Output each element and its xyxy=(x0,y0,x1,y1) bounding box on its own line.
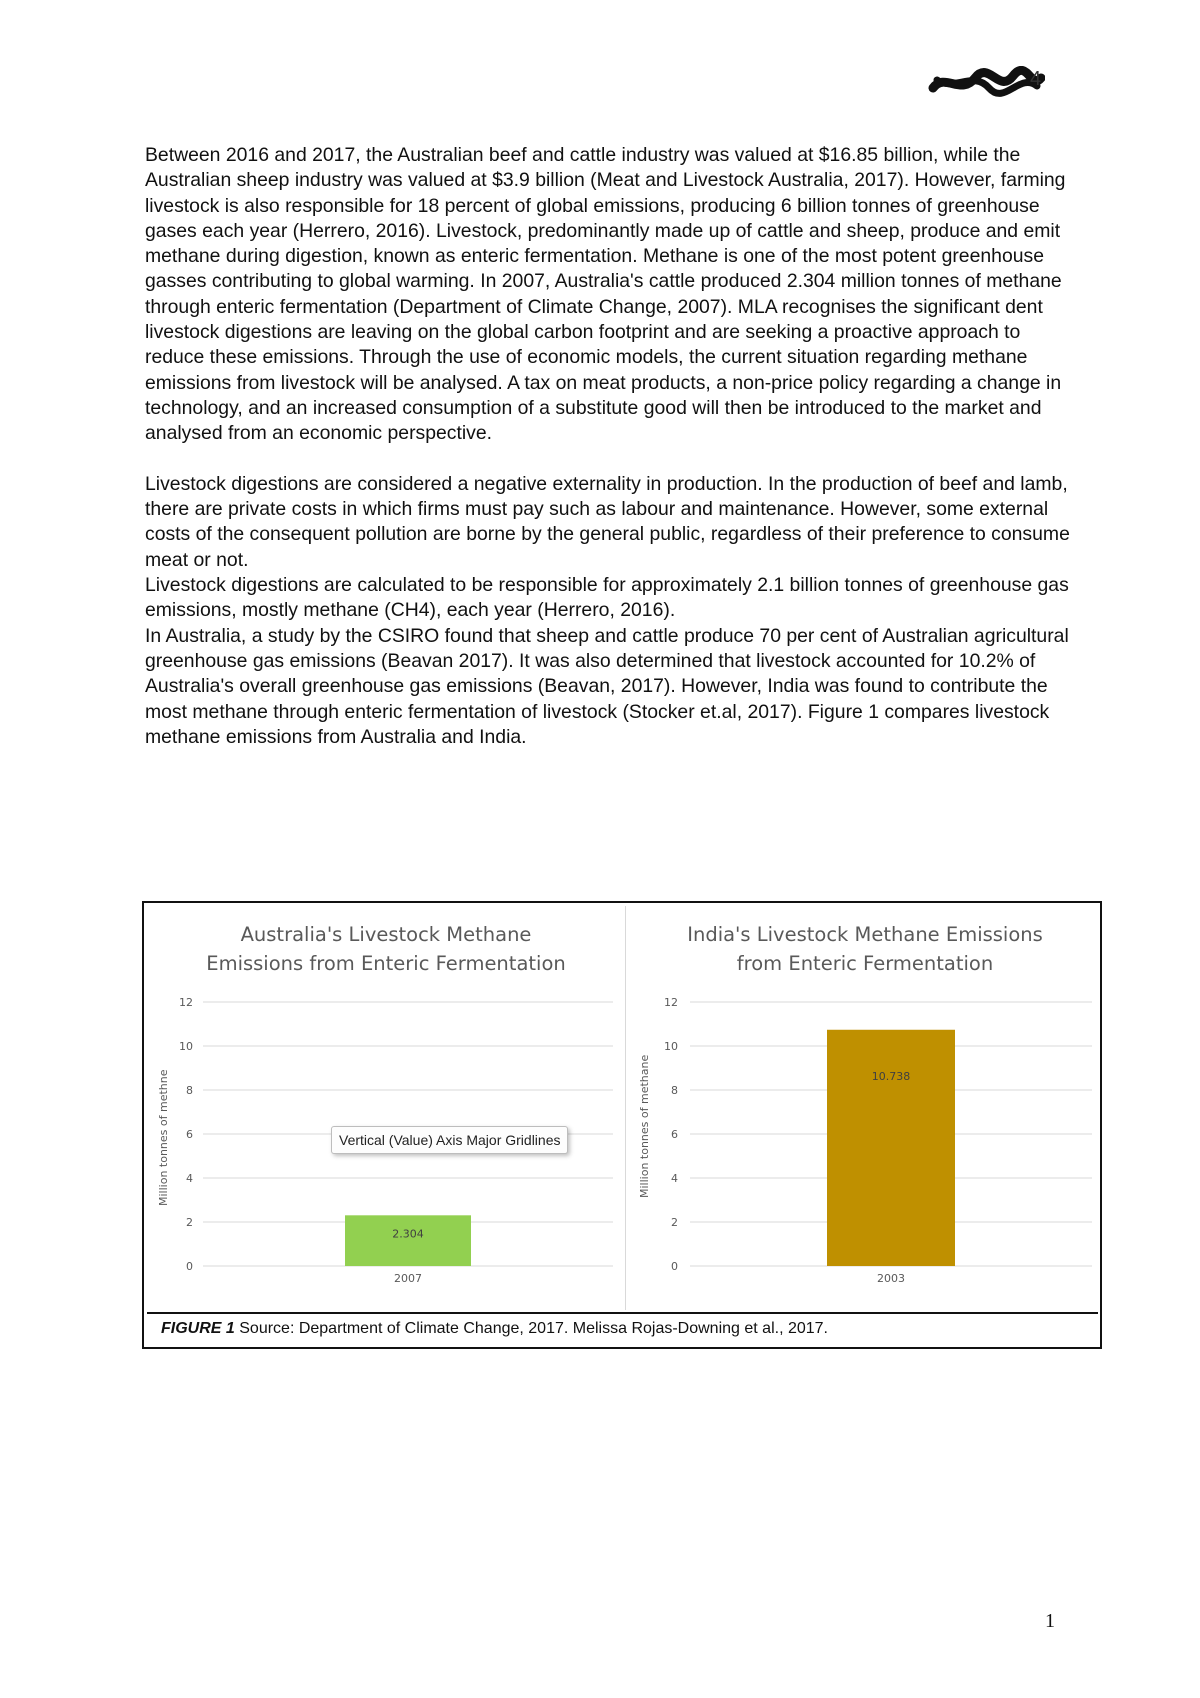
figure-caption-label: FIGURE 1 xyxy=(161,1320,235,1337)
india-y-tick-label: 0 xyxy=(671,1260,678,1273)
australia-y-tick-label: 8 xyxy=(186,1084,193,1097)
paragraph-global-emissions: Livestock digestions are calculated to be responsible for approximately 2.1 billion tonnes of greenhouse gas emissions, mostly methane (CH4), each year (Herrero, 2016). xyxy=(145,574,1069,622)
australia-y-tick-label: 12 xyxy=(179,996,193,1009)
paragraph-intro: Between 2016 and 2017, the Australian beef and cattle industry was valued at $16.85 billion, while the Australian sheep industry was valued at $3.9 billion (Meat and Livestock Australia, 2017). However, farming livestock is also responsible for 18 percent of global emissions, producing 6 billion tonnes of greenhouse gases each year (Herrero, 2016). Livestock, predominantly made up of cattle and sheep, produce and emit methane during digestion, known as enteric fermentation. Methane is one of the most potent greenhouse gasses contributing to global warming. In 2007, Australia's cattle produced 2.304 million tonnes of methane through enteric fermentation (Department of Climate Change, 2007). MLA recognises the significant dent livestock digestions are leaving on the global carbon footprint and are seeking a proactive approach to reduce these emissions. Through the use of economic models, the current situation regarding methane emissions from livestock will be analysed. A tax on meat products, a non-price policy regarding a change in technology, and an increased consumption of a substitute good will then be introduced to the market and analysed from an economic perspective. xyxy=(145,144,1066,445)
india-chart[interactable] xyxy=(626,906,1104,1310)
australia-chart-title-line-1: Australia's Livestock Methane xyxy=(240,923,532,946)
paragraph-externality: Livestock digestions are considered a negative externality in production. In the production of beef and lamb, there are private costs in which firms must pay such as labour and maintenance. However, some external costs of the consequent pollution are borne by the general public, regardless of their preference to consume meat or not. xyxy=(145,472,1070,571)
redaction-scribble xyxy=(927,66,1045,100)
india-data-label: 10.738 xyxy=(871,1069,911,1083)
australia-bar xyxy=(345,1215,471,1266)
australia-y-tick-label: 6 xyxy=(186,1128,193,1141)
body-text xyxy=(145,143,1080,750)
paragraph-australia-india: In Australia, a study by the CSIRO found that sheep and cattle produce 70 per cent of Australian agricultural greenhouse gas emissions (Beavan 2017). It was also determined that livestock accounted for 10.2% of Australia's overall greenhouse gas emissions (Beavan, 2017). However, India was found to contribute the most methane through enteric fermentation of livestock (Stocker et.al, 2017). Figure 1 compares livestock methane emissions from Australia and India. xyxy=(145,624,1069,748)
australia-y-axis-label: Million tonnes of methne xyxy=(157,1069,170,1206)
india-chart-plot xyxy=(626,906,1104,1310)
australia-data-label: 2.304 xyxy=(392,1227,424,1241)
page-number: 1 xyxy=(1045,1610,1055,1632)
page-tag-suffix: 4 xyxy=(1030,68,1042,90)
australia-y-tick-label: 4 xyxy=(186,1172,193,1185)
chart-area xyxy=(147,906,1098,1310)
india-chart-title-line-1: India's Livestock Methane Emissions xyxy=(687,923,1043,946)
figure-caption xyxy=(147,1312,1098,1344)
australia-chart-plot xyxy=(147,906,625,1310)
australia-x-tick-label: 2007 xyxy=(394,1272,422,1285)
india-chart-title-line-2: from Enteric Fermentation xyxy=(736,952,994,975)
gridlines-tooltip: Vertical (Value) Axis Major Gridlines xyxy=(331,1126,568,1154)
australia-y-tick-label: 2 xyxy=(186,1216,193,1229)
india-y-tick-label: 4 xyxy=(671,1172,678,1185)
australia-chart-title-line-2: Emissions from Enteric Fermentation xyxy=(206,952,566,975)
india-y-tick-label: 10 xyxy=(664,1040,678,1053)
australia-y-tick-label: 10 xyxy=(179,1040,193,1053)
india-y-tick-label: 8 xyxy=(671,1084,678,1097)
figure-caption-text: Source: Department of Climate Change, 2017. Melissa Rojas-Downing et al., 2017. xyxy=(234,1320,828,1337)
figure-1 xyxy=(142,901,1102,1349)
australia-chart[interactable] xyxy=(147,906,625,1310)
india-y-axis-label: Million tonnes of methane xyxy=(638,1054,651,1198)
india-x-tick-label: 2003 xyxy=(877,1272,905,1285)
india-y-tick-label: 6 xyxy=(671,1128,678,1141)
india-y-tick-label: 2 xyxy=(671,1216,678,1229)
australia-y-tick-label: 0 xyxy=(186,1260,193,1273)
india-bar xyxy=(827,1030,955,1266)
india-y-tick-label: 12 xyxy=(664,996,678,1009)
